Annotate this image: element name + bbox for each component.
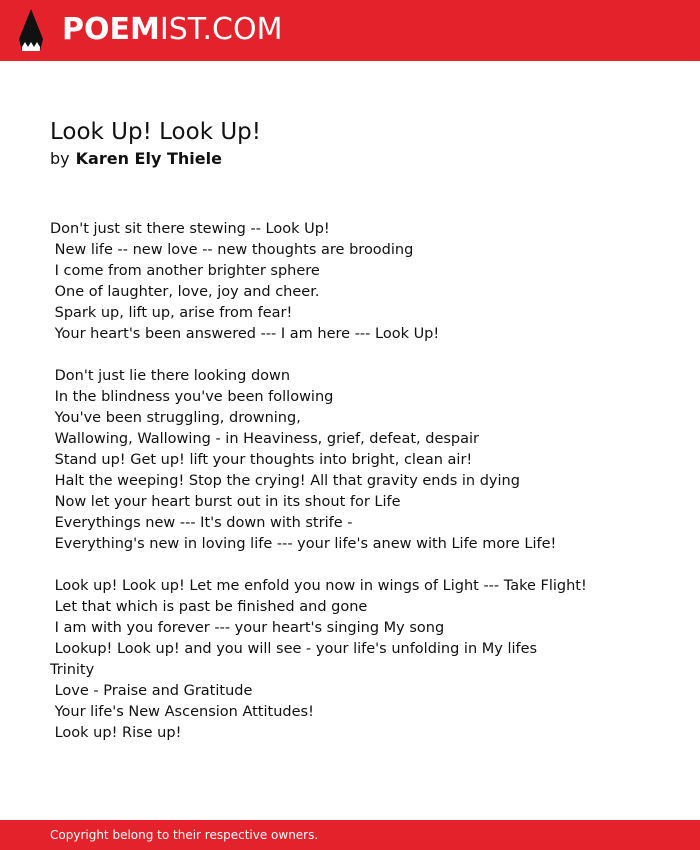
logo-text-light: IST.COM xyxy=(159,12,283,47)
site-header xyxy=(0,0,700,61)
poem-line: Lookup! Look up! and you will see - your life's unfolding in My lifes xyxy=(50,641,538,657)
poem-line: I come from another brighter sphere xyxy=(50,263,320,279)
poem-line: You've been struggling, drowning, xyxy=(50,410,301,426)
poem-line: Now let your heart burst out in its shout for Life xyxy=(50,494,401,510)
poem-line: Your heart's been answered --- I am here --- Look Up! xyxy=(50,326,440,342)
poem-line: In the blindness you've been following xyxy=(50,389,334,405)
poem-line: Love - Praise and Gratitude xyxy=(50,683,253,699)
site-footer xyxy=(0,820,700,850)
poem-byline xyxy=(50,148,222,170)
poem-line: Wallowing, Wallowing - in Heaviness, grief, defeat, despair xyxy=(50,431,480,447)
poem-line: Let that which is past be finished and gone xyxy=(50,599,368,615)
poem-body xyxy=(50,219,670,744)
poem-author: Karen Ely Thiele xyxy=(75,149,222,168)
poem-line: Halt the weeping! Stop the crying! All that gravity ends in dying xyxy=(50,473,520,489)
poem-line: Look up! Rise up! xyxy=(50,725,182,741)
poem-line: Don't just sit there stewing -- Look Up! xyxy=(50,221,330,237)
site-logo[interactable] xyxy=(62,12,282,48)
poem-line: One of laughter, love, joy and cheer. xyxy=(50,284,320,300)
poem-line: Everythings new --- It's down with strife - xyxy=(50,515,353,531)
pencil-tip-icon xyxy=(18,9,44,51)
poem-line: Your life's New Ascension Attitudes! xyxy=(50,704,314,720)
stanza-break xyxy=(50,555,670,576)
poem-line: Stand up! Get up! lift your thoughts into bright, clean air! xyxy=(50,452,473,468)
by-label: by xyxy=(50,149,70,168)
poem-title: Look Up! Look Up! xyxy=(50,119,261,145)
poem-line: Everything's new in loving life --- your life's anew with Life more Life! xyxy=(50,536,557,552)
logo-text-strong: POEM xyxy=(62,12,160,47)
poem-line: Spark up, lift up, arise from fear! xyxy=(50,305,293,321)
poem-line: Trinity xyxy=(50,662,95,678)
stanza-break xyxy=(50,345,670,366)
copyright-text: Copyright belong to their respective owners. xyxy=(50,828,319,842)
poem-line: Look up! Look up! Let me enfold you now in wings of Light --- Take Flight! xyxy=(50,578,587,594)
poem-line: New life -- new love -- new thoughts are brooding xyxy=(50,242,414,258)
poem-line: I am with you forever --- your heart's singing My song xyxy=(50,620,445,636)
poem-line: Don't just lie there looking down xyxy=(50,368,291,384)
